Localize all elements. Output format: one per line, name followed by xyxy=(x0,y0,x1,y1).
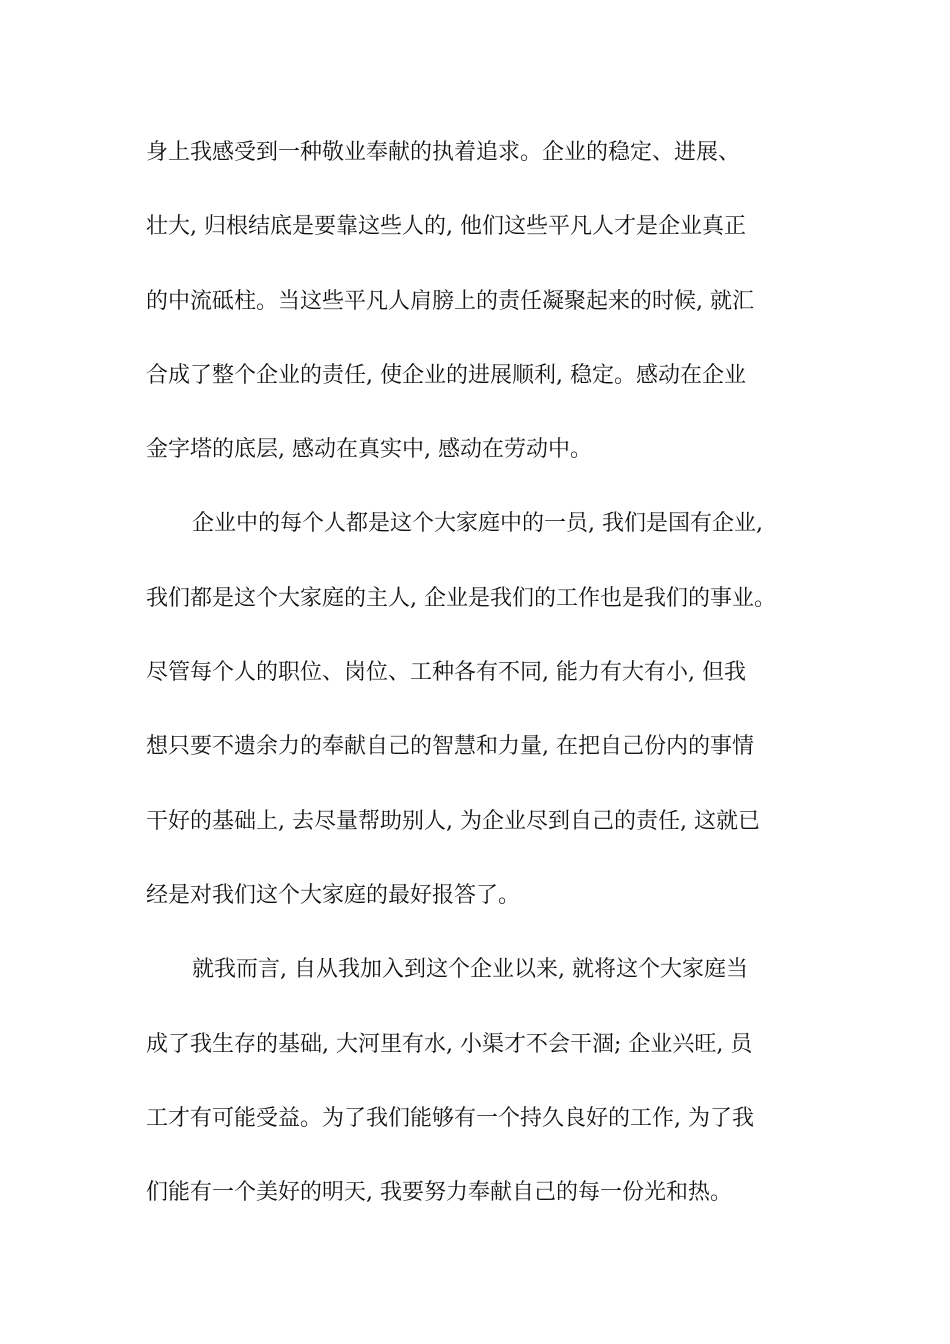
text-line: 成了我生存的基础, 大河里有水, 小渠才不会干涸; 企业兴旺, 员 xyxy=(146,1031,753,1057)
text-line: 就我而言, 自从我加入到这个企业以来, 就将这个大家庭当 xyxy=(192,957,748,983)
text-line: 经是对我们这个大家庭的最好报答了。 xyxy=(146,882,521,908)
text-line: 们能有一个美好的明天, 我要努力奉献自己的每一份光和热。 xyxy=(146,1180,732,1206)
text-line: 工才有可能受益。为了我们能够有一个持久良好的工作, 为了我 xyxy=(146,1105,754,1131)
text-line: 身上我感受到一种敬业奉献的执着追求。企业的稳定、进展、 xyxy=(146,140,741,165)
text-line: 尽管每个人的职位、岗位、工种各有不同, 能力有大有小, 但我 xyxy=(146,660,746,686)
text-line: 合成了整个企业的责任, 使企业的进展顺利, 稳定。感动在企业 xyxy=(146,362,746,388)
text-line: 企业中的每个人都是这个大家庭中的一员, 我们是国有企业, xyxy=(192,511,763,537)
text-line: 想只要不遗余力的奉献自己的智慧和力量, 在把自己份内的事情 xyxy=(146,734,754,760)
document-body xyxy=(146,128,818,1242)
paragraph xyxy=(146,128,818,499)
text-line: 的中流砥柱。当这些平凡人肩膀上的责任凝聚起来的时候, 就汇 xyxy=(146,288,754,314)
paragraph xyxy=(146,499,818,945)
paragraph xyxy=(146,945,818,1242)
text-line: 壮大, 归根结底是要靠这些人的, 他们这些平凡人才是企业真正 xyxy=(146,214,746,240)
text-line: 干好的基础上, 去尽量帮助别人, 为企业尽到自己的责任, 这就已 xyxy=(146,808,760,834)
text-line: 金字塔的底层, 感动在真实中, 感动在劳动中。 xyxy=(146,437,592,463)
text-line: 我们都是这个大家庭的主人, 企业是我们的工作也是我们的事业。 xyxy=(146,585,776,611)
